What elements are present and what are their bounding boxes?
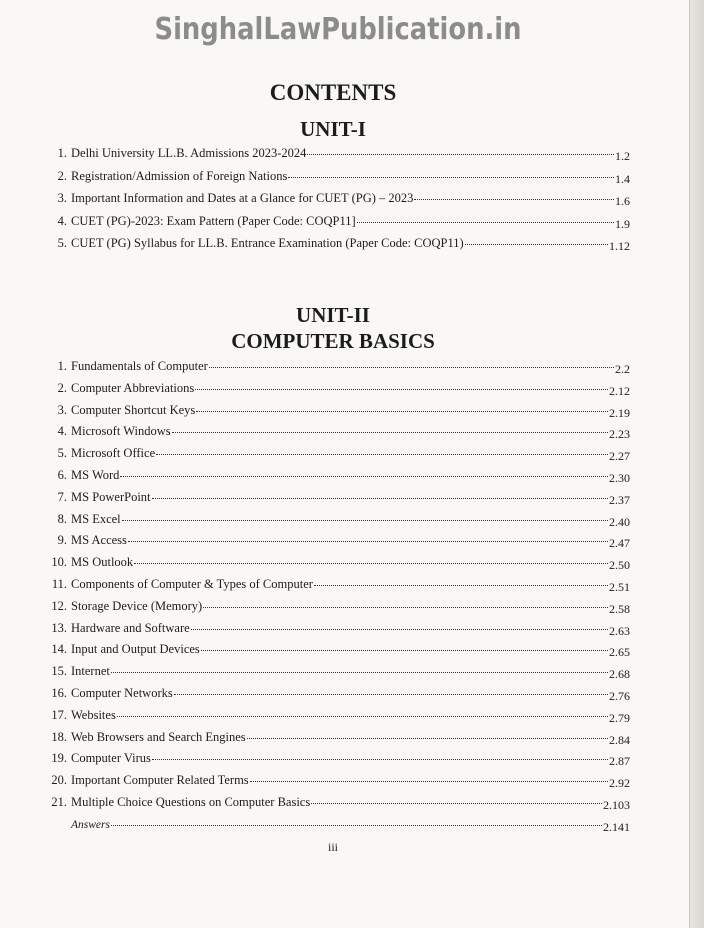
toc-entry-number: 5.: [57, 236, 67, 251]
toc-entry-page: 1.6: [615, 194, 630, 209]
toc-entry-number: 12.: [51, 598, 67, 613]
toc-entry: [46, 577, 630, 599]
toc-entry: [46, 446, 630, 468]
dot-leader: [201, 649, 608, 651]
dot-leader: [314, 584, 608, 586]
toc-entry-title: Internet: [71, 664, 110, 679]
dot-leader: [152, 758, 608, 760]
toc-entry-title: CUET (PG) Syllabus for LL.B. Entrance Examination (Paper Code: COQP11): [71, 236, 464, 251]
toc-entry: [46, 512, 630, 534]
toc-entry-title: Websites: [71, 707, 116, 722]
unit2-subtitle: COMPUTER BASICS: [231, 329, 435, 353]
toc-entry-page: 2.79: [609, 710, 630, 725]
toc-entry-title: MS Access: [71, 533, 127, 548]
toc-entry-title: Fundamentals of Computer: [71, 359, 208, 373]
toc-entry-page: 2.12: [609, 383, 630, 398]
toc-entry-number: 3.: [57, 402, 67, 417]
dot-leader: [307, 153, 614, 155]
toc-entry-page: 1.12: [609, 239, 630, 254]
toc-entry-page: 2.68: [609, 667, 630, 682]
toc-entry: [46, 146, 630, 169]
toc-entry-number: 9.: [57, 533, 67, 548]
page-title: CONTENTS: [269, 80, 397, 105]
toc-entry: [46, 214, 630, 237]
toc-entry-title: Microsoft Windows: [71, 424, 171, 439]
toc-entry-number: 20.: [51, 773, 67, 788]
toc-entry-page: 2.37: [609, 492, 630, 507]
dot-leader: [128, 540, 608, 542]
toc-entry-number: 6.: [57, 467, 67, 482]
toc-entry-page: 1.2: [615, 149, 630, 163]
toc-entry: [46, 236, 630, 259]
adjacent-page-edge: [689, 0, 704, 928]
toc-entry-page: 2.47: [609, 536, 630, 551]
toc-entry: [46, 708, 630, 730]
toc-entry-number: 19.: [51, 751, 67, 766]
toc-entry-title: Computer Abbreviations: [71, 380, 195, 395]
toc-entry-page: 2.27: [609, 449, 630, 464]
toc-entry-number: 8.: [57, 511, 67, 526]
dot-leader: [414, 198, 614, 200]
toc-entry: [46, 468, 630, 490]
toc-entry-title: Computer Networks: [71, 685, 173, 700]
toc-entry-page: 2.30: [609, 470, 630, 485]
toc-entry-title: Important Computer Related Terms: [71, 773, 249, 788]
toc-entry: [46, 664, 630, 686]
toc-entry-number: 4.: [57, 424, 67, 439]
toc-entry-page: 1.9: [615, 216, 630, 231]
toc-entry-page: 2.92: [609, 776, 630, 791]
toc-answers-page: 2.141: [603, 819, 630, 834]
toc-entry-number: 5.: [57, 446, 67, 461]
toc-entry: [46, 359, 630, 381]
toc-entry-title: Web Browsers and Search Engines: [71, 729, 246, 744]
toc-entry-page: 2.23: [609, 427, 630, 442]
toc-entry-number: 16.: [51, 685, 67, 700]
dot-leader: [203, 606, 608, 608]
toc-entry-page: 2.40: [609, 514, 630, 529]
toc-entry-number: 1.: [57, 146, 67, 160]
toc-entry: [46, 169, 630, 192]
dot-leader: [311, 802, 602, 804]
toc-entry-number: 15.: [51, 664, 67, 679]
toc-entry: [46, 533, 630, 555]
dot-leader: [111, 671, 608, 673]
toc-entry-title: Storage Device (Memory): [71, 598, 203, 613]
toc-entry-page: 2.76: [609, 688, 630, 703]
toc-entry-title: Computer Virus: [71, 751, 151, 766]
dot-leader: [152, 497, 608, 499]
toc-entry-number: 4.: [57, 213, 67, 228]
dot-leader: [191, 628, 608, 630]
toc-entry-page: 2.65: [609, 645, 630, 660]
toc-entry-page: 2.51: [609, 579, 630, 594]
toc-entry-number: 14.: [51, 642, 67, 657]
dot-leader: [111, 824, 602, 826]
toc-entry-title: MS PowerPoint: [71, 489, 151, 504]
toc-entry-number: 3.: [57, 191, 67, 206]
toc-entry: [46, 621, 630, 643]
toc-entry-number: 2.: [57, 168, 67, 183]
toc-entry-page: 2.19: [609, 405, 630, 420]
toc-entry-title: Registration/Admission of Foreign Nations: [71, 168, 288, 183]
dot-leader: [250, 780, 608, 782]
dot-leader: [134, 562, 608, 564]
toc-entry: [46, 191, 630, 214]
toc-entry: [46, 599, 630, 621]
watermark: SinghalLawPublication.in: [154, 12, 522, 47]
toc-entry: [46, 381, 630, 403]
toc-entry-title: Multiple Choice Questions on Computer Basics: [71, 794, 311, 809]
dot-leader: [156, 453, 608, 455]
toc-entry-title: MS Word: [71, 467, 120, 482]
toc-entry-number: 10.: [51, 555, 67, 570]
toc-entry: [46, 730, 630, 752]
toc-entry-page: 1.4: [615, 171, 630, 186]
unit1-toc: [46, 146, 630, 259]
toc-entry: [46, 686, 630, 708]
toc-entry: [46, 773, 630, 795]
toc-entry-title: Important Information and Dates at a Glance for CUET (PG) – 2023: [71, 191, 414, 206]
toc-entry-number: 7.: [57, 489, 67, 504]
toc-entry: [46, 795, 630, 817]
dot-leader: [465, 243, 608, 245]
toc-entry-number: 21.: [51, 794, 67, 809]
toc-entry-title: MS Excel: [71, 511, 121, 526]
toc-entry-number: 17.: [51, 707, 67, 722]
unit2-toc: [46, 359, 630, 839]
dot-leader: [172, 431, 608, 433]
dot-leader: [288, 176, 614, 178]
toc-entry-number: 11.: [51, 576, 67, 591]
toc-entry-title: Computer Shortcut Keys: [71, 402, 196, 417]
toc-answers-entry: [46, 817, 630, 839]
toc-entry-page: 2.2: [615, 362, 630, 376]
toc-entry-page: 2.50: [609, 558, 630, 573]
toc-entry: [46, 490, 630, 512]
toc-entry-number: 13.: [51, 620, 67, 635]
dot-leader: [195, 388, 608, 390]
toc-entry: [46, 555, 630, 577]
dot-leader: [357, 221, 614, 223]
dot-leader: [247, 737, 608, 739]
toc-entry-title: CUET (PG)-2023: Exam Pattern (Paper Code: COQP11]: [71, 213, 356, 228]
dot-leader: [120, 475, 608, 477]
toc-entry-number: 18.: [51, 729, 67, 744]
dot-leader: [209, 366, 614, 368]
dot-leader: [117, 715, 608, 717]
toc-entry: [46, 642, 630, 664]
toc-entry-page: 2.84: [609, 732, 630, 747]
toc-entry-title: Components of Computer & Types of Computer: [71, 576, 313, 591]
dot-leader: [122, 519, 608, 521]
toc-entry-title: Microsoft Office: [71, 446, 156, 461]
toc-entry: [46, 403, 630, 425]
dot-leader: [174, 693, 608, 695]
toc-entry-page: 2.63: [609, 623, 630, 638]
unit2-title: UNIT-II: [296, 303, 370, 327]
toc-entry-title: Hardware and Software: [71, 620, 190, 635]
toc-entry-title: Input and Output Devices: [71, 642, 200, 657]
toc-entry-page: 2.87: [609, 754, 630, 769]
toc-entry-number: 1.: [57, 359, 67, 373]
toc-entry-number: 2.: [57, 380, 67, 395]
toc-entry: [46, 424, 630, 446]
dot-leader: [196, 410, 608, 412]
unit1-title: UNIT-I: [300, 117, 366, 141]
toc-entry-title: MS Outlook: [71, 555, 134, 570]
page-number: iii: [327, 840, 338, 854]
toc-entry-page: 2.58: [609, 601, 630, 616]
toc-entry-title: Delhi University LL.B. Admissions 2023-2024: [71, 146, 307, 160]
toc-entry: [46, 751, 630, 773]
toc-answers-title: Answers: [71, 818, 110, 831]
toc-entry-page: 2.103: [603, 797, 630, 812]
